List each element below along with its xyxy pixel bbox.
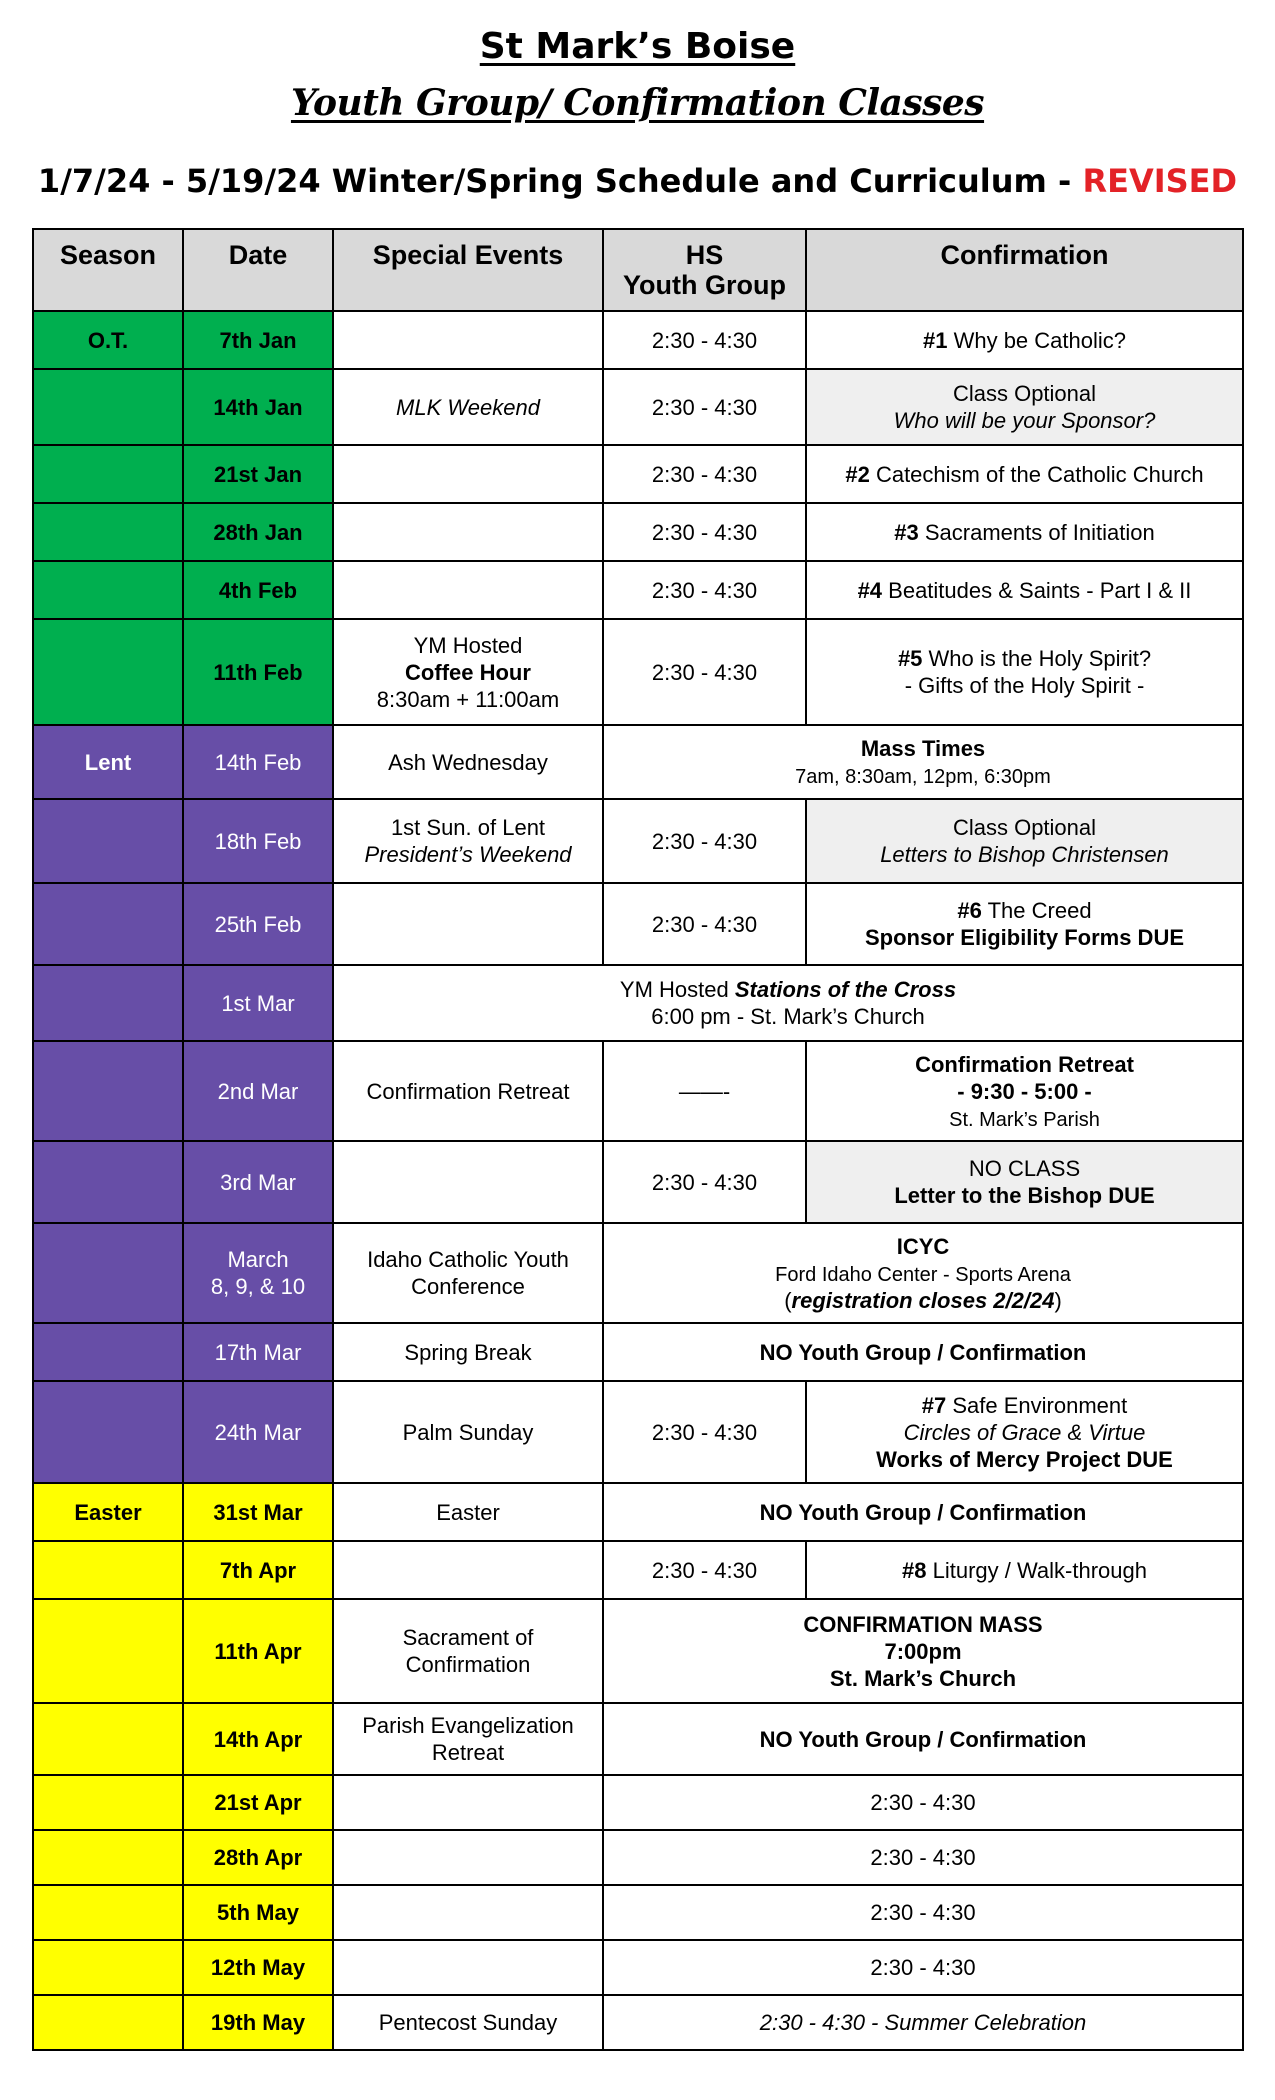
merged-paren: ( [784,1287,792,1313]
event-cell [333,1775,603,1830]
table-row [33,445,1243,503]
event-cell: Ash Wednesday [333,725,603,799]
season-cell [33,1141,183,1223]
confirmation-cell [806,561,1243,619]
merged-line: CONFIRMATION MASS [803,1611,1043,1637]
schedule-heading-text: 1/7/24 - 5/19/24 Winter/Spring Schedule and Curriculum - [37,162,1083,200]
date-cell: 11th Feb [183,619,333,725]
table-row [33,1323,1243,1381]
event-cell [333,561,603,619]
youth-group-cell: 2:30 - 4:30 [603,799,806,883]
youth-group-cell: 2:30 - 4:30 [603,561,806,619]
season-cell [33,965,183,1041]
merged-line: 6:00 pm - St. Mark’s Church [651,1004,925,1029]
table-row [33,1940,1243,1995]
youth-group-cell: 2:30 - 4:30 [603,311,806,369]
confirmation-cell [806,1381,1243,1483]
date-cell: 19th May [183,1995,333,2050]
confirmation-line: Class Optional [952,381,1097,406]
date-line: March [227,1247,289,1272]
table-row [33,1483,1243,1541]
date-cell: 28th Apr [183,1830,333,1885]
lesson-number: #8 [902,1557,927,1583]
confirmation-cell [806,799,1243,883]
lesson-title: Beatitudes & Saints - Part I & II [882,577,1192,603]
merged-line: Mass Times [860,736,986,761]
confirmation-cell [806,1041,1243,1141]
date-line: 8, 9, & 10 [210,1274,306,1299]
season-cell [33,369,183,445]
table-row [33,1830,1243,1885]
table-row [33,1223,1243,1323]
lesson-title: Who is the Holy Spirit? [922,646,1152,671]
date-cell: 4th Feb [183,561,333,619]
season-cell [33,1885,183,1940]
youth-group-cell: ——- [603,1041,806,1141]
date-cell: 24th Mar [183,1381,333,1483]
date-cell: 3rd Mar [183,1141,333,1223]
event-cell [333,883,603,965]
season-cell: Lent [33,725,183,799]
col-header-confirmation: Confirmation [806,229,1243,311]
merged-cell: NO Youth Group / Confirmation [603,1703,1243,1775]
confirmation-line: Class Optional [952,815,1097,840]
lesson-title: Why be Catholic? [947,327,1126,353]
event-line: Retreat [431,1740,505,1765]
table-row [33,1599,1243,1703]
lesson-number: #7 [921,1392,947,1418]
col-header-date: Date [183,229,333,311]
merged-cell [333,965,1243,1041]
merged-line: 7am, 8:30am, 12pm, 6:30pm [795,766,1051,788]
youth-group-cell: 2:30 - 4:30 [603,619,806,725]
confirmation-cell [806,883,1243,965]
col-header-special-events: Special Events [333,229,603,311]
lesson-title: Catechism of the Catholic Church [869,461,1204,487]
merged-cell: 2:30 - 4:30 - Summer Celebration [603,1995,1243,2050]
season-cell [33,1940,183,1995]
event-cell [333,503,603,561]
event-cell [333,1599,603,1703]
date-cell: 2nd Mar [183,1041,333,1141]
season-cell [33,445,183,503]
event-cell: MLK Weekend [333,369,603,445]
merged-emphasis: Stations of the Cross [734,977,957,1002]
lesson-title: The Creed [981,898,1092,923]
season-cell: Easter [33,1483,183,1541]
schedule-table [32,228,1244,2051]
merged-cell [603,1223,1243,1323]
table-header-row [33,229,1243,311]
event-cell: Confirmation Retreat [333,1041,603,1141]
season-cell [33,619,183,725]
date-cell: 31st Mar [183,1483,333,1541]
date-cell: 14th Feb [183,725,333,799]
event-cell: Palm Sunday [333,1381,603,1483]
col-header-youth-group-label: Youth Group [623,270,786,300]
event-line: Idaho Catholic Youth [367,1247,569,1272]
lesson-number: #6 [957,898,982,923]
season-cell [33,1995,183,2050]
merged-cell: 2:30 - 4:30 [603,1885,1243,1940]
event-cell [333,1830,603,1885]
table-row [33,1703,1243,1775]
event-line: Sacrament of [402,1625,534,1650]
schedule-heading [0,162,1275,200]
merged-line: 7:00pm [884,1638,962,1664]
event-cell [333,1885,603,1940]
season-cell [33,1830,183,1885]
event-line: Conference [411,1274,525,1299]
document-subtitle: Youth Group/ Confirmation Classes [290,82,985,124]
event-cell [333,1940,603,1995]
col-header-youth-group [603,229,806,311]
confirmation-cell [806,311,1243,369]
date-cell: 18th Feb [183,799,333,883]
season-cell [33,883,183,965]
event-cell: Pentecost Sunday [333,1995,603,2050]
youth-group-cell: 2:30 - 4:30 [603,1381,806,1483]
confirmation-line: Confirmation Retreat [915,1051,1134,1077]
confirmation-line: Sponsor Eligibility Forms DUE [864,925,1185,950]
youth-group-cell: 2:30 - 4:30 [603,445,806,503]
season-cell [33,1223,183,1323]
youth-group-cell: 2:30 - 4:30 [603,503,806,561]
lesson-number: #3 [894,519,919,545]
confirmation-line: Circles of Grace & Virtue [903,1419,1146,1445]
season-cell [33,799,183,883]
confirmation-cell [806,619,1243,725]
event-cell [333,1141,603,1223]
lesson-title: Liturgy / Walk-through [926,1557,1147,1583]
lesson-number: #4 [857,577,883,603]
table-row [33,369,1243,445]
confirmation-cell [806,445,1243,503]
confirmation-line: - 9:30 - 5:00 - [957,1078,1092,1104]
confirmation-line: NO CLASS [968,1156,1081,1181]
season-cell [33,561,183,619]
confirmation-line: Letters to Bishop Christensen [880,842,1169,867]
event-cell [333,1541,603,1599]
merged-emphasis: registration closes 2/2/24 [791,1287,1055,1313]
lesson-number: #5 [897,646,923,671]
season-cell: O.T. [33,311,183,369]
table-row [33,965,1243,1041]
event-line: YM Hosted [413,632,523,658]
date-cell: 7th Apr [183,1541,333,1599]
merged-line: St. Mark’s Church [829,1665,1017,1691]
event-cell [333,311,603,369]
merged-cell [603,725,1243,799]
event-cell [333,1223,603,1323]
event-cell [333,799,603,883]
col-header-season: Season [33,229,183,311]
table-row [33,619,1243,725]
date-cell: 1st Mar [183,965,333,1041]
event-cell: Spring Break [333,1323,603,1381]
event-line: Coffee Hour [405,659,531,685]
merged-cell: NO Youth Group / Confirmation [603,1483,1243,1541]
merged-cell: 2:30 - 4:30 [603,1940,1243,1995]
date-cell: 21st Jan [183,445,333,503]
season-cell [33,503,183,561]
table-row [33,1141,1243,1223]
confirmation-line: - Gifts of the Holy Spirit - [904,673,1145,698]
season-cell [33,1599,183,1703]
revised-label: REVISED [1082,162,1238,200]
event-cell [333,1703,603,1775]
merged-line: ICYC [896,1233,950,1259]
event-line: Confirmation [405,1652,531,1677]
youth-group-cell: 2:30 - 4:30 [603,369,806,445]
lesson-title: Sacraments of Initiation [918,519,1155,545]
table-row [33,725,1243,799]
event-cell [333,445,603,503]
date-cell: 11th Apr [183,1599,333,1703]
event-line: 1st Sun. of Lent [390,815,546,840]
confirmation-line: St. Mark’s Parish [949,1108,1100,1131]
date-cell: 25th Feb [183,883,333,965]
table-row [33,799,1243,883]
event-line: Parish Evangelization [362,1713,574,1738]
season-cell [33,1323,183,1381]
table-row [33,1541,1243,1599]
date-cell [183,1223,333,1323]
merged-cell: 2:30 - 4:30 [603,1830,1243,1885]
event-cell: Easter [333,1483,603,1541]
confirmation-cell [806,1541,1243,1599]
season-cell [33,1381,183,1483]
confirmation-line: Who will be your Sponsor? [893,408,1156,433]
confirmation-line: Works of Mercy Project DUE [876,1446,1173,1472]
merged-cell: 2:30 - 4:30 [603,1775,1243,1830]
date-cell: 17th Mar [183,1323,333,1381]
event-cell [333,619,603,725]
table-row [33,561,1243,619]
confirmation-cell [806,503,1243,561]
merged-line: YM Hosted [619,977,735,1002]
season-cell [33,1541,183,1599]
table-row [33,1885,1243,1940]
merged-cell [603,1599,1243,1703]
table-row [33,503,1243,561]
table-row [33,1995,1243,2050]
date-cell: 28th Jan [183,503,333,561]
date-cell: 21st Apr [183,1775,333,1830]
document-title: St Mark’s Boise [479,26,796,67]
youth-group-cell: 2:30 - 4:30 [603,1141,806,1223]
merged-line: Ford Idaho Center - Sports Arena [775,1263,1071,1286]
merged-cell: NO Youth Group / Confirmation [603,1323,1243,1381]
confirmation-cell [806,1141,1243,1223]
youth-group-cell: 2:30 - 4:30 [603,1541,806,1599]
table-row [33,1041,1243,1141]
season-cell [33,1041,183,1141]
table-row [33,311,1243,369]
lesson-title: Safe Environment [946,1392,1128,1418]
col-header-hs: HS [685,240,724,270]
date-cell: 12th May [183,1940,333,1995]
confirmation-line: Letter to the Bishop DUE [894,1183,1155,1208]
event-line: President’s Weekend [364,842,572,867]
lesson-number: #2 [845,461,870,487]
lesson-number: #1 [922,327,948,353]
season-cell [33,1703,183,1775]
date-cell: 14th Apr [183,1703,333,1775]
date-cell: 5th May [183,1885,333,1940]
youth-group-cell: 2:30 - 4:30 [603,883,806,965]
table-row [33,1775,1243,1830]
confirmation-cell [806,369,1243,445]
date-cell: 14th Jan [183,369,333,445]
date-cell: 7th Jan [183,311,333,369]
merged-paren: ) [1054,1287,1062,1313]
table-row [33,883,1243,965]
season-cell [33,1775,183,1830]
event-line: 8:30am + 11:00am [376,686,560,712]
table-row [33,1381,1243,1483]
